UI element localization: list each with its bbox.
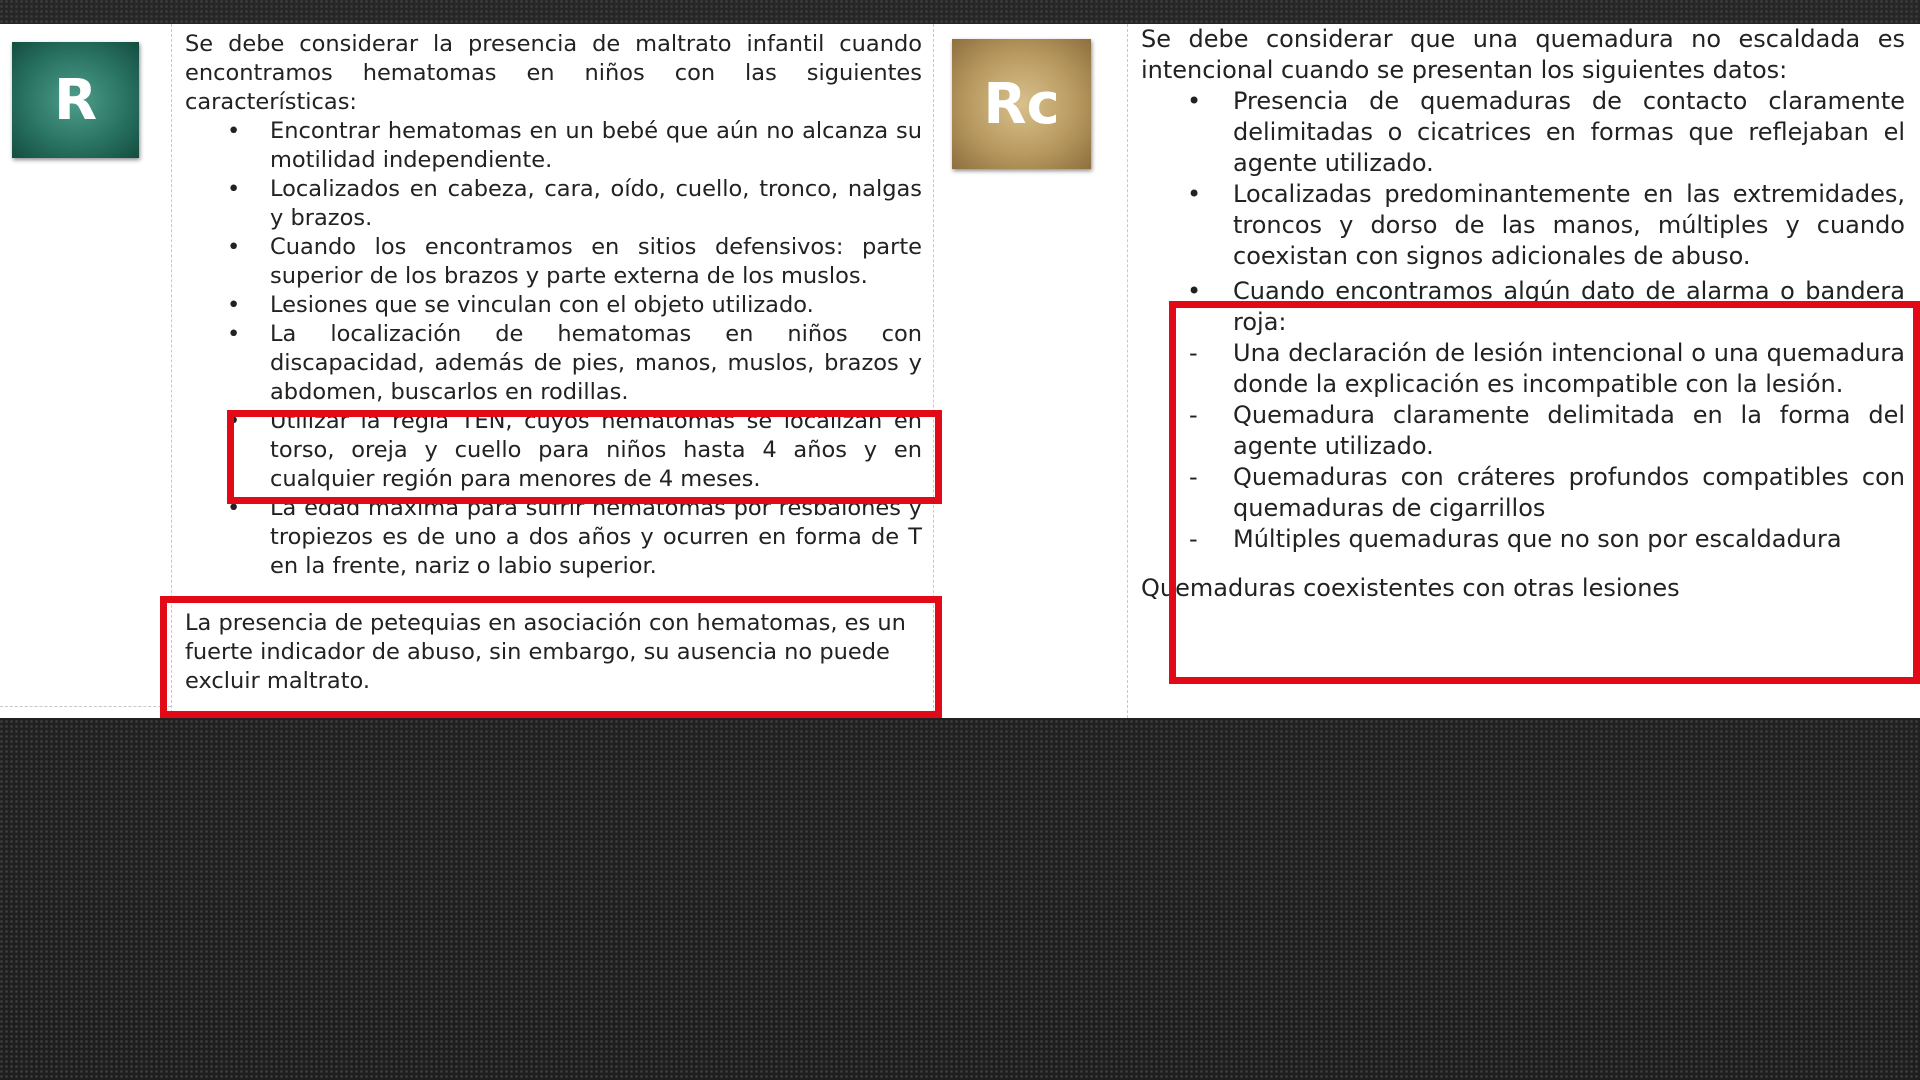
right-intro: Se debe considerar que una quemadura no escaldada es intencional cuando se presentan los siguientes datos: xyxy=(1141,25,1905,84)
bullet-icon: • xyxy=(1187,277,1202,305)
bullet-icon: • xyxy=(227,234,241,260)
bullet-icon: • xyxy=(1187,180,1202,208)
list-item: - Una declaración de lesión intencional o una quemadura donde la explicación es incompatible con la lesión. xyxy=(1189,339,1905,398)
bullet-icon: • xyxy=(227,292,241,318)
bullet-icon: • xyxy=(227,321,241,347)
recommendation-badge-r: R xyxy=(12,42,139,158)
column-divider xyxy=(1127,24,1128,718)
highlight-box-red-flags xyxy=(1169,301,1920,684)
highlight-box-petechiae xyxy=(160,596,942,718)
list-item: - Múltiples quemaduras que no son por escaldadura xyxy=(1189,525,1842,553)
dash-icon: - xyxy=(1189,525,1198,553)
left-intro: Se debe considerar la presencia de maltrato infantil cuando encontramos hematomas en niños con las siguientes características: xyxy=(185,31,922,115)
slide-page xyxy=(0,24,1920,718)
recommendation-badge-rc: Rc xyxy=(952,39,1091,169)
list-item: • Localizadas predominantemente en las extremidades, troncos y dorso de las manos, múltiples y cuando coexistan con signos adicionales de abuso. xyxy=(1187,180,1905,270)
list-item: • Encontrar hematomas en un bebé que aún no alcanza su motilidad independiente. xyxy=(227,118,922,173)
bullet-icon: • xyxy=(227,408,241,434)
list-item: • La edad máxima para sufrir hematomas por resbalones y tropiezos es de uno a dos años y ocurren en forma de T en la frente, nariz o labio superior. xyxy=(227,495,922,579)
list-item: • Lesiones que se vinculan con el objeto utilizado. xyxy=(227,292,814,318)
list-item: - Quemaduras con cráteres profundos compatibles con quemaduras de cigarrillos xyxy=(1189,463,1905,522)
bullet-icon: • xyxy=(227,118,241,144)
list-item: • Cuando los encontramos en sitios defensivos: parte superior de los brazos y parte externa de los muslos. xyxy=(227,234,922,289)
highlight-box-ten-rule xyxy=(227,410,942,504)
left-footer-note: La presencia de petequias en asociación con hematomas, es un fuerte indicador de abuso, sin embargo, su ausencia no puede excluir maltrato. xyxy=(185,610,906,694)
list-item: • Cuando encontramos algún dato de alarma o bandera roja: - Una declaración de lesión intencional o una quemadura donde la explicación es incompatible con la lesión. - Quemadura claramente delimitada en la forma del agente utilizado. - Quemaduras con cráteres profundos compatibles con quemaduras de cigarrillos - Múltiples quemaduras que no son por escaldadura xyxy=(1141,276,1905,555)
dash-icon: - xyxy=(1189,463,1198,491)
bullet-icon: • xyxy=(227,495,241,521)
list-item: • La localización de hematomas en niños con discapacidad, además de pies, manos, muslos, brazos y abdomen, buscarlos en rodillas. xyxy=(227,321,922,405)
dash-icon: - xyxy=(1189,401,1198,429)
list-item: • Presencia de quemaduras de contacto claramente delimitadas o cicatrices en formas que reflejaban el agente utilizado. xyxy=(1187,87,1905,177)
bullet-icon: • xyxy=(227,176,241,202)
left-bullet-list xyxy=(185,117,922,581)
list-item: • Utilizar la regla TEN, cuyos hematomas se localizan en torso, oreja y cuello para niños hasta 4 años y en cualquier región para menores de 4 meses. xyxy=(227,408,922,492)
row-divider xyxy=(0,706,171,707)
list-item: - Quemadura claramente delimitada en la forma del agente utilizado. xyxy=(1189,401,1905,460)
bullet-icon: • xyxy=(1187,87,1202,115)
right-footer-note: Quemaduras coexistentes con otras lesiones xyxy=(1141,574,1680,602)
dash-icon: - xyxy=(1189,339,1198,367)
list-item: • Localizados en cabeza, cara, oído, cuello, tronco, nalgas y brazos. xyxy=(227,176,922,231)
